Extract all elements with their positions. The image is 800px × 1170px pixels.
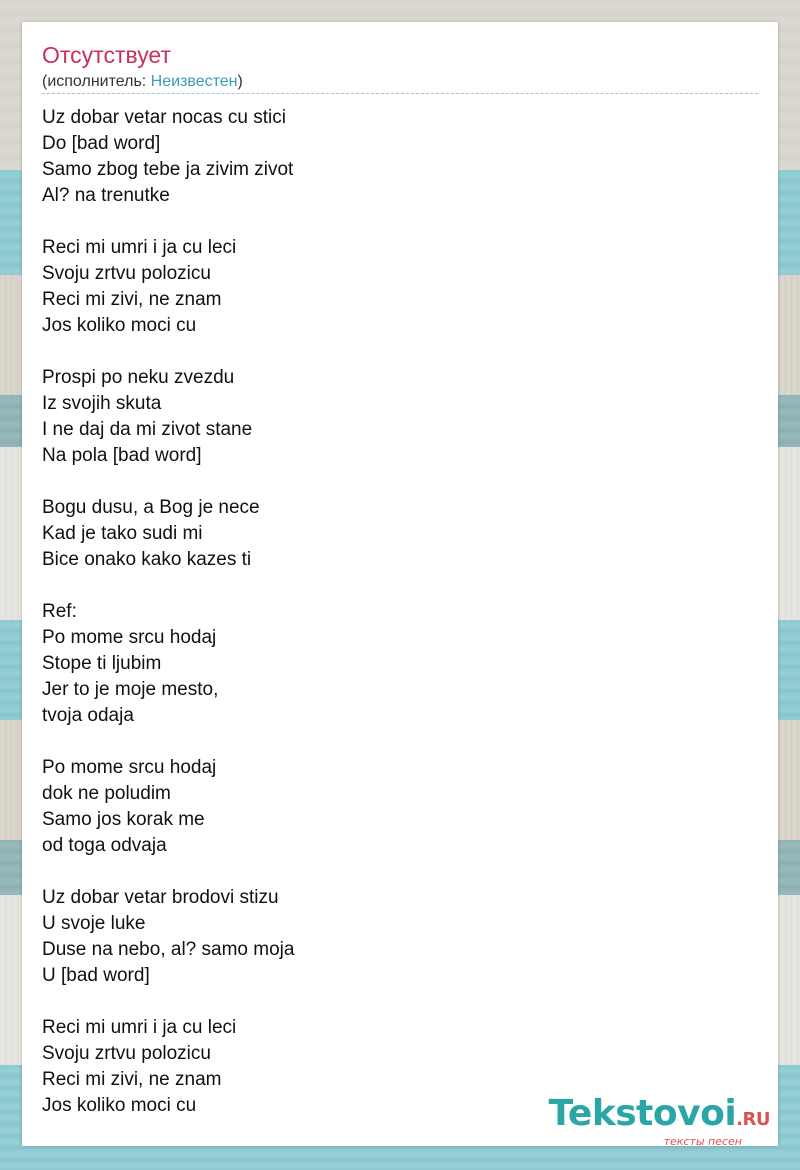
lyric-line: Samo zbog tebe ja zivim zivot: [42, 159, 294, 180]
lyric-line: [42, 469, 294, 495]
lyric-line: [42, 729, 294, 755]
lyric-line: Uz dobar vetar nocas cu stici: [42, 107, 286, 128]
lyric-line: tvoja odaja: [42, 705, 134, 726]
logo-tld: .RU: [736, 1109, 770, 1130]
lyric-line: Bice onako kako kazes ti: [42, 549, 252, 570]
lyric-line: od toga odvaja: [42, 835, 167, 856]
lyric-line: Kad je tako sudi mi: [42, 523, 203, 544]
lyric-line: [42, 989, 294, 1015]
artist-link[interactable]: Неизвестен: [150, 73, 238, 90]
lyric-line: Reci mi zivi, ne znam: [42, 1069, 222, 1090]
lyric-line: U svoje luke: [42, 913, 146, 934]
title-divider: [42, 93, 758, 94]
lyric-line: Svoju zrtvu polozicu: [42, 1043, 211, 1064]
artist-suffix: ): [237, 73, 243, 90]
site-logo[interactable]: [549, 1095, 770, 1148]
lyrics-card: [22, 22, 778, 1146]
lyric-line: U [bad word]: [42, 965, 150, 986]
logo-tagline: тексты песен: [663, 1135, 742, 1148]
lyric-line: Svoju zrtvu polozicu: [42, 263, 211, 284]
artist-prefix: (исполнитель:: [42, 73, 151, 90]
lyric-line: Jer to je moje mesto,: [42, 679, 219, 700]
lyric-line: Reci mi umri i ja cu leci: [42, 237, 237, 258]
logo-wordmark: [549, 1095, 770, 1139]
lyric-line: Stope ti ljubim: [42, 653, 162, 674]
lyric-line: [42, 573, 294, 599]
lyric-line: Reci mi umri i ja cu leci: [42, 1017, 237, 1038]
lyric-line: Do [bad word]: [42, 133, 161, 154]
lyric-line: Samo jos korak me: [42, 809, 205, 830]
lyric-line: Duse na nebo, al? samo moja: [42, 939, 295, 960]
lyric-line: Bogu dusu, a Bog je nece: [42, 497, 260, 518]
lyric-line: Iz svojih skuta: [42, 393, 162, 414]
artist-byline: [42, 73, 243, 91]
lyric-line: Po mome srcu hodaj: [42, 757, 217, 778]
lyrics-text: [42, 105, 294, 1119]
lyric-line: I ne daj da mi zivot stane: [42, 419, 253, 440]
lyric-line: Prospi po neku zvezdu: [42, 367, 235, 388]
lyric-line: Na pola [bad word]: [42, 445, 202, 466]
lyric-line: Uz dobar vetar brodovi stizu: [42, 887, 279, 908]
lyric-line: Reci mi zivi, ne znam: [42, 289, 222, 310]
song-title: Отсутствует: [42, 42, 171, 68]
lyric-line: Al? na trenutke: [42, 185, 170, 206]
lyric-line: [42, 339, 294, 365]
lyric-line: [42, 209, 294, 235]
lyric-line: Jos koliko moci cu: [42, 1095, 197, 1116]
lyric-line: [42, 859, 294, 885]
lyric-line: Po mome srcu hodaj: [42, 627, 217, 648]
logo-name: Tekstovoi: [548, 1093, 737, 1134]
lyric-line: dok ne poludim: [42, 783, 171, 804]
lyric-line: Ref:: [42, 601, 77, 622]
lyric-line: Jos koliko moci cu: [42, 315, 197, 336]
